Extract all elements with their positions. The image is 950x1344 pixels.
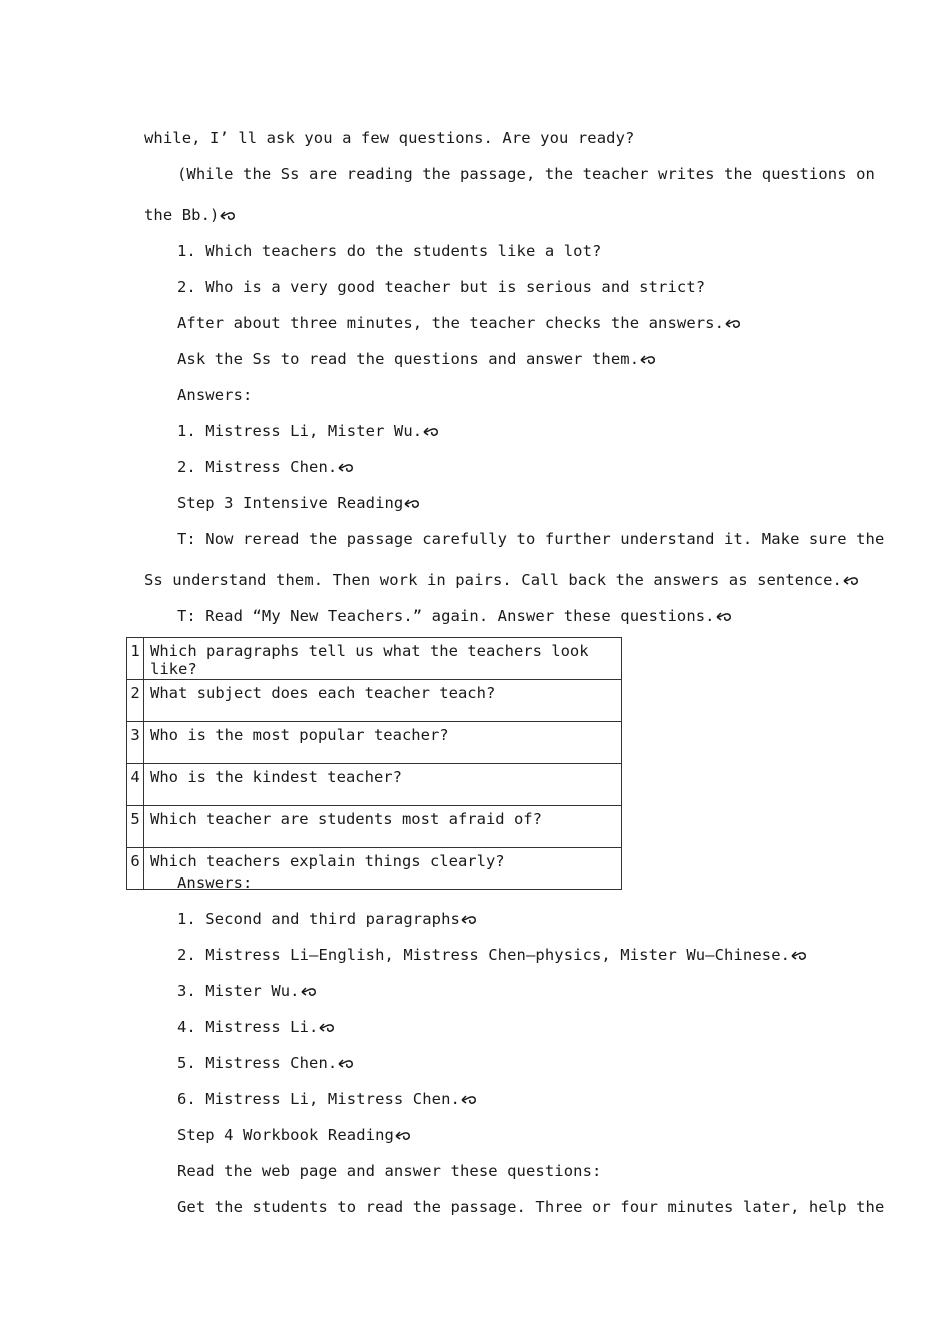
line-text: Read the web page and answer these questions:: [177, 1162, 602, 1180]
line-text: 6. Mistress Li, Mistress Chen.: [177, 1090, 460, 1108]
text-line: [177, 1053, 354, 1073]
line-text: 3. Mister Wu.: [177, 982, 300, 1000]
text-line: [177, 1017, 335, 1037]
line-text: 1. Which teachers do the students like a lot?: [177, 242, 602, 260]
return-mark-icon: [791, 950, 807, 961]
text-line: [177, 457, 354, 477]
return-mark-icon: [301, 986, 317, 997]
table-row: [127, 722, 622, 764]
line-text: After about three minutes, the teacher checks the answers.: [177, 314, 725, 332]
row-question: Who is the most popular teacher?: [144, 722, 622, 764]
table-row: [127, 638, 622, 680]
text-line: [177, 164, 875, 184]
text-line: [177, 981, 317, 1001]
return-mark-icon: [461, 914, 477, 925]
text-line: [177, 945, 807, 965]
return-mark-icon: [395, 1130, 411, 1141]
text-line: [177, 1125, 411, 1145]
text-line: [177, 493, 420, 513]
text-line: [144, 570, 859, 590]
return-mark-icon: [423, 426, 439, 437]
line-text: 1. Mistress Li, Mister Wu.: [177, 422, 423, 440]
row-question: Which teacher are students most afraid of?: [144, 806, 622, 848]
text-line: [177, 873, 252, 893]
table-row: [127, 764, 622, 806]
return-mark-icon: [338, 462, 354, 473]
row-number: 5: [127, 806, 144, 848]
row-question: What subject does each teacher teach?: [144, 680, 622, 722]
line-text: Answers:: [177, 874, 253, 892]
text-line: [177, 349, 656, 369]
return-mark-icon: [725, 318, 741, 329]
line-text: 5. Mistress Chen.: [177, 1054, 338, 1072]
row-number: 6: [127, 848, 144, 890]
line-text: T: Now reread the passage carefully to further understand it. Make sure the: [177, 530, 885, 548]
line-text: the Bb.): [144, 206, 220, 224]
questions-table: [126, 637, 622, 890]
row-number: 4: [127, 764, 144, 806]
text-line: [177, 313, 741, 333]
text-line: [177, 421, 439, 441]
text-line: [144, 205, 236, 225]
return-mark-icon: [843, 575, 859, 586]
return-mark-icon: [338, 1058, 354, 1069]
line-text: 4. Mistress Li.: [177, 1018, 319, 1036]
line-text: 1. Second and third paragraphs: [177, 910, 460, 928]
line-text: Step 3 Intensive Reading: [177, 494, 404, 512]
line-text: Answers:: [177, 386, 253, 404]
line-text: 2. Mistress Li—English, Mistress Chen—physics, Mister Wu—Chinese.: [177, 946, 791, 964]
text-line: [177, 1161, 601, 1181]
return-mark-icon: [404, 498, 420, 509]
return-mark-icon: [461, 1094, 477, 1105]
text-line: [177, 1197, 884, 1217]
row-number: 2: [127, 680, 144, 722]
line-text: while, I’ ll ask you a few questions. Are you ready?: [144, 129, 635, 147]
return-mark-icon: [319, 1022, 335, 1033]
row-number: 3: [127, 722, 144, 764]
row-number: 1: [127, 638, 144, 680]
text-line: [144, 128, 634, 148]
line-text: Step 4 Workbook Reading: [177, 1126, 394, 1144]
table-row: [127, 680, 622, 722]
line-text: (While the Ss are reading the passage, the teacher writes the questions on: [177, 165, 875, 183]
line-text: Ss understand them. Then work in pairs. Call back the answers as sentence.: [144, 571, 842, 589]
line-text: Ask the Ss to read the questions and answer them.: [177, 350, 640, 368]
table-row: [127, 806, 622, 848]
text-line: [177, 529, 884, 549]
text-line: [177, 1089, 477, 1109]
text-line: [177, 606, 732, 626]
row-question: Which paragraphs tell us what the teachers look like?: [144, 638, 622, 680]
text-line: [177, 385, 252, 405]
text-line: [177, 277, 705, 297]
text-line: [177, 909, 477, 929]
row-question: Which teachers explain things clearly?: [144, 848, 622, 890]
return-mark-icon: [220, 210, 236, 221]
line-text: Get the students to read the passage. Three or four minutes later, help the: [177, 1198, 885, 1216]
line-text: 2. Mistress Chen.: [177, 458, 338, 476]
line-text: 2. Who is a very good teacher but is serious and strict?: [177, 278, 706, 296]
return-mark-icon: [640, 354, 656, 365]
row-question: Who is the kindest teacher?: [144, 764, 622, 806]
return-mark-icon: [716, 611, 732, 622]
line-text: T: Read “My New Teachers.” again. Answer these questions.: [177, 607, 715, 625]
text-line: [177, 241, 601, 261]
